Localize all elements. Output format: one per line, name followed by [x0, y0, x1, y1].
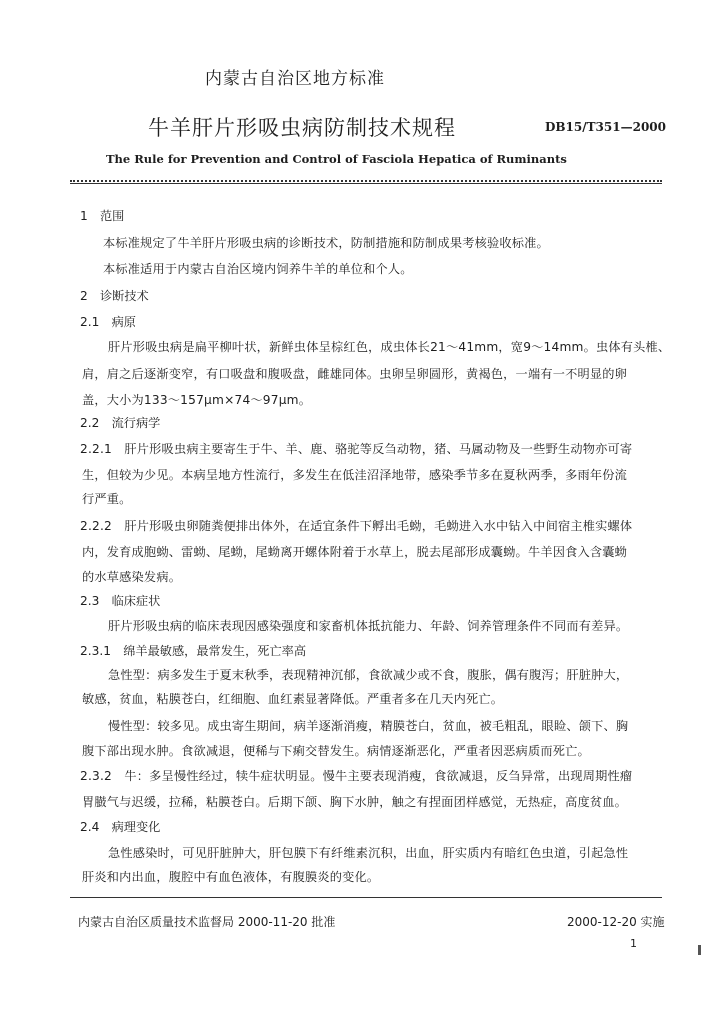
body-line: 敏感，贫血，粘膜苍白，红细胞、血红素显著降低。严重者多在几天内死亡。 [82, 692, 504, 706]
body-line: 肝炎和内出血，腹腔中有血色液体，有腹膜炎的变化。 [82, 870, 380, 884]
approval-line: 内蒙古自治区质量技术监督局 2000-11-20 批准 [78, 915, 336, 929]
document-title: 牛羊肝片形吸虫病防制技术规程 [148, 116, 456, 140]
body-line: 腹下部出现水肿。食欲减退，便稀与下痢交替发生。病情逐渐恶化，严重者因恶病质而死亡。 [82, 744, 590, 758]
body-line: 胃臌气与迟缓，拉稀，粘膜苍白。后期下颌、胸下水肿，触之有捏面团样感觉，无热症，高度贫血。 [82, 795, 628, 809]
section-heading: 2.3 临床症状 [80, 594, 161, 608]
standard-org: 内蒙古自治区地方标准 [205, 69, 385, 89]
body-line: 内，发育成胞蚴、雷蚴、尾蚴，尾蚴离开螺体附着于水草上，脱去尾部形成囊蚴。牛羊因食入含囊蚴 [82, 545, 628, 559]
body-line: 2.2.2 肝片形吸虫卵随粪便排出体外，在适宜条件下孵出毛蚴，毛蚴进入水中钻入中间宿主椎实螺体 [80, 519, 633, 533]
body-line: 本标准适用于内蒙古自治区境内饲养牛羊的单位和个人。 [103, 262, 413, 276]
body-line: 2.2.1 肝片形吸虫病主要寄生于牛、羊、鹿、骆驼等反刍动物，猪、马属动物及一些野生动物亦可寄 [80, 442, 633, 456]
section-heading: 2.1 病原 [80, 315, 136, 329]
header-rule [70, 183, 662, 184]
body-line: 行严重。 [82, 492, 132, 506]
section-heading: 2 诊断技术 [80, 289, 149, 303]
body-line: 2.3.2 牛：多呈慢性经过，犊牛症状明显。慢牛主要表现消瘦，食欲减退，反刍异常，出现周期性瘤 [80, 769, 633, 783]
body-line: 的水草感染发病。 [82, 570, 182, 584]
footer-rule [70, 897, 662, 898]
body-line: 慢性型：较多见。成虫寄生期间，病羊逐渐消瘦，精膜苍白，贫血，被毛粗乱，眼睑、颌下、胸 [108, 719, 629, 733]
body-line: 肝片形吸虫病是扁平柳叶状，新鲜虫体呈棕红色，成虫体长21～41mm，宽9～14mm。虫体有头椎、 [108, 340, 671, 354]
body-line: 肩，肩之后逐渐变窄，有口吸盘和腹吸盘，雌雄同体。虫卵呈卵圆形，黄褐色，一端有一不明显的卵 [82, 367, 628, 381]
section-heading: 2.2 流行病学 [80, 416, 161, 430]
body-line: 生，但较为少见。本病呈地方性流行，多发生在低洼沼泽地带，感染季节多在夏秋两季，多雨年份流 [82, 468, 628, 482]
section-heading: 2.3.1 绵羊最敏感，最常发生，死亡率高 [80, 644, 307, 658]
scan-edge-mark [698, 945, 701, 955]
standard-code: DB15/T351—2000 [545, 120, 667, 134]
body-line: 急性型：病多发生于夏末秋季，表现精神沉郁，食欲减少或不食，腹胀，偶有腹泻；肝脏肿大， [108, 668, 629, 682]
section-heading: 2.4 病理变化 [80, 820, 161, 834]
section-heading: 1 范围 [80, 209, 125, 223]
implementation-date: 2000-12-20 实施 [567, 915, 665, 929]
body-line: 急性感染时，可见肝脏肿大，肝包膜下有纤维素沉积，出血，肝实质内有暗红色虫道，引起急性 [108, 846, 629, 860]
page-number: 1 [630, 937, 637, 950]
body-line: 肝片形吸虫病的临床表现因感染强度和家畜机体抵抗能力、年龄、饲养管理条件不同而有差异。 [108, 619, 629, 633]
english-title: The Rule for Prevention and Control of Fasciola Hepatica of Ruminants [106, 152, 567, 166]
body-line: 盖，大小为133～157μm×74～97μm。 [82, 393, 312, 407]
header-dotted-rule [70, 180, 662, 182]
body-line: 本标准规定了牛羊肝片形吸虫病的诊断技术，防制措施和防制成果考核验收标准。 [103, 236, 549, 250]
